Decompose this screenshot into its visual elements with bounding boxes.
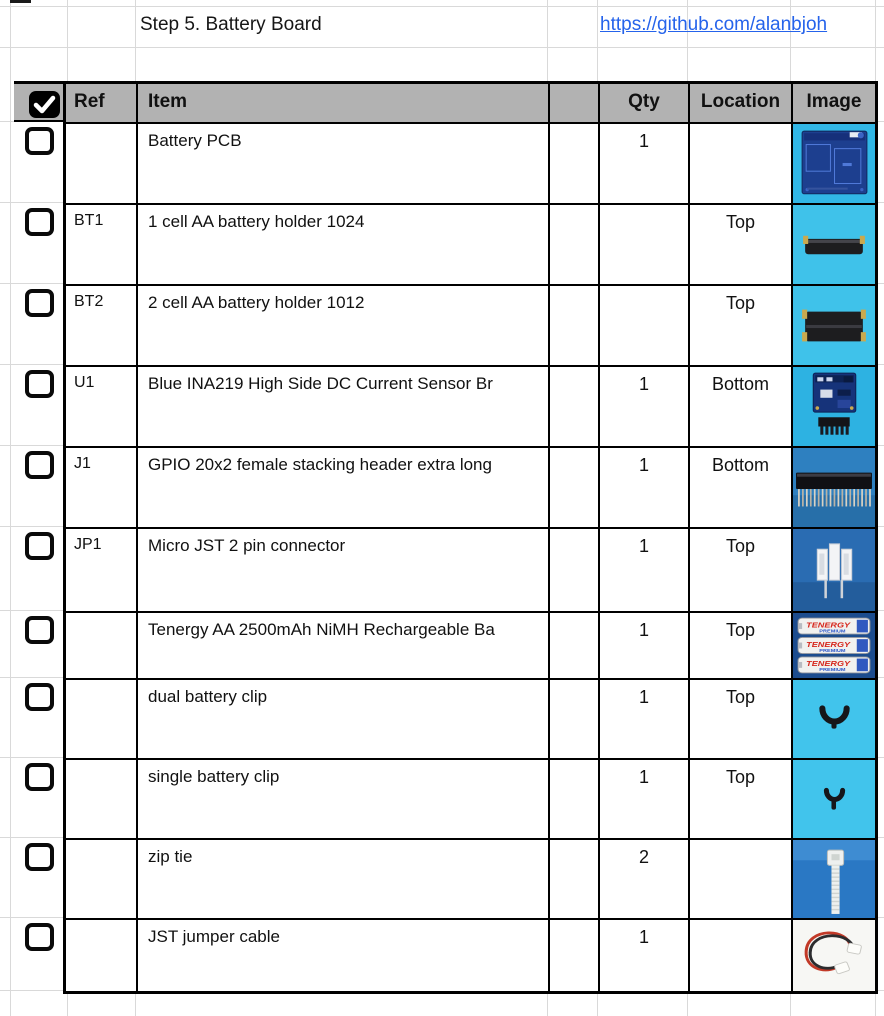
gridline xyxy=(878,990,884,991)
location-cell: Top xyxy=(688,203,791,284)
row-checkbox[interactable] xyxy=(25,683,54,711)
row-checkbox[interactable] xyxy=(25,532,54,560)
header-image: Image xyxy=(791,84,875,122)
image-cell xyxy=(791,122,875,203)
gridline xyxy=(0,677,63,678)
gridline xyxy=(878,757,884,758)
ref-cell xyxy=(66,758,136,838)
gridline xyxy=(878,364,884,365)
image-cell xyxy=(791,838,875,918)
blank-cell xyxy=(548,758,598,838)
row-checkbox[interactable] xyxy=(25,763,54,791)
ref-cell xyxy=(66,838,136,918)
blank-cell xyxy=(548,527,598,611)
ref-cell: J1 xyxy=(66,446,136,527)
row-checkbox[interactable] xyxy=(25,208,54,236)
header-location: Location xyxy=(688,84,791,122)
dual-battery-clip-image xyxy=(793,680,875,758)
qty-cell: 1 xyxy=(598,918,688,991)
svg-text:PREMIUM: PREMIUM xyxy=(819,667,846,674)
row-checkbox[interactable] xyxy=(25,289,54,317)
tenergy-batteries-image xyxy=(793,613,875,678)
ref-cell xyxy=(66,122,136,203)
gridline xyxy=(878,526,884,527)
header-qty: Qty xyxy=(598,84,688,122)
page-title: Step 5. Battery Board xyxy=(140,14,322,35)
gridline xyxy=(0,837,63,838)
gridline xyxy=(878,445,884,446)
gridline xyxy=(687,994,688,1016)
qty-cell: 1 xyxy=(598,678,688,758)
location-cell: Top xyxy=(688,758,791,838)
location-cell: Bottom xyxy=(688,365,791,446)
battery-pcb-image xyxy=(793,124,875,203)
gridline xyxy=(135,994,136,1016)
ina219-module-image xyxy=(793,367,875,446)
item-cell: zip tie xyxy=(136,838,548,918)
blank-cell xyxy=(548,611,598,678)
gridline xyxy=(0,990,63,991)
github-link[interactable]: https://github.com/alanbjoh xyxy=(600,14,828,35)
ref-cell xyxy=(66,678,136,758)
row-checkbox[interactable] xyxy=(25,127,54,155)
blank-cell xyxy=(548,918,598,991)
blank-cell xyxy=(548,838,598,918)
item-cell: JST jumper cable xyxy=(136,918,548,991)
svg-text:PREMIUM: PREMIUM xyxy=(819,628,846,635)
item-cell: 1 cell AA battery holder 1024 xyxy=(136,203,548,284)
qty-cell: 1 xyxy=(598,758,688,838)
row-checkbox[interactable] xyxy=(25,370,54,398)
header-item: Item xyxy=(136,84,548,122)
gridline xyxy=(878,610,884,611)
item-cell: Micro JST 2 pin connector xyxy=(136,527,548,611)
location-cell: Bottom xyxy=(688,446,791,527)
blank-cell xyxy=(548,203,598,284)
gridline xyxy=(878,917,884,918)
qty-cell xyxy=(598,203,688,284)
single-battery-clip-image xyxy=(793,760,875,838)
svg-text:TENERGY: TENERGY xyxy=(806,620,851,630)
location-cell: Top xyxy=(688,611,791,678)
micro-jst-image xyxy=(793,529,875,611)
location-cell: Top xyxy=(688,678,791,758)
row-checkbox[interactable] xyxy=(25,923,54,951)
gridline xyxy=(878,283,884,284)
select-all-checkbox[interactable] xyxy=(29,91,60,118)
item-cell: Blue INA219 High Side DC Current Sensor Br xyxy=(136,365,548,446)
parts-table xyxy=(63,81,878,994)
ref-cell: JP1 xyxy=(66,527,136,611)
blank-cell xyxy=(548,365,598,446)
svg-text:TENERGY: TENERGY xyxy=(806,639,851,649)
gridline xyxy=(67,0,68,81)
battery-holder-double-image xyxy=(793,286,875,365)
image-cell xyxy=(791,284,875,365)
ref-cell xyxy=(66,918,136,991)
blank-cell xyxy=(548,122,598,203)
check-icon xyxy=(29,91,60,118)
qty-cell: 1 xyxy=(598,527,688,611)
item-cell: dual battery clip xyxy=(136,678,548,758)
top-edge-mark xyxy=(10,0,31,3)
ref-cell: U1 xyxy=(66,365,136,446)
location-cell: Top xyxy=(688,527,791,611)
blank-cell xyxy=(548,446,598,527)
item-cell: single battery clip xyxy=(136,758,548,838)
header-ref: Ref xyxy=(66,84,136,122)
location-cell: Top xyxy=(688,284,791,365)
blank-cell xyxy=(548,284,598,365)
image-cell xyxy=(791,611,875,678)
row-checkbox[interactable] xyxy=(25,616,54,644)
gridline xyxy=(135,0,136,81)
qty-cell: 1 xyxy=(598,365,688,446)
blank-cell xyxy=(548,678,598,758)
qty-cell: 1 xyxy=(598,446,688,527)
svg-text:TENERGY: TENERGY xyxy=(806,658,851,668)
gridline xyxy=(547,0,548,81)
gridline xyxy=(597,0,598,81)
stacking-header-image xyxy=(793,448,875,527)
location-cell xyxy=(688,918,791,991)
gridline xyxy=(0,202,63,203)
svg-text:PREMIUM: PREMIUM xyxy=(819,648,846,654)
gridline xyxy=(0,757,63,758)
image-cell xyxy=(791,446,875,527)
gridline xyxy=(0,445,63,446)
gridline xyxy=(0,526,63,527)
gridline xyxy=(878,677,884,678)
gridline xyxy=(0,917,63,918)
qty-cell: 2 xyxy=(598,838,688,918)
gridline xyxy=(10,0,11,1016)
gridline xyxy=(878,837,884,838)
item-cell: 2 cell AA battery holder 1012 xyxy=(136,284,548,365)
gridline xyxy=(878,121,884,122)
gridline xyxy=(875,994,876,1016)
image-cell xyxy=(791,678,875,758)
image-cell xyxy=(791,918,875,991)
zip-tie-image xyxy=(793,840,875,918)
header-blank xyxy=(548,84,598,122)
gridline xyxy=(0,283,63,284)
gridline xyxy=(878,202,884,203)
gridline xyxy=(0,364,63,365)
checkbox-column-header xyxy=(14,81,63,122)
image-cell xyxy=(791,758,875,838)
gridline xyxy=(67,994,68,1016)
ref-cell: BT2 xyxy=(66,284,136,365)
row-checkbox[interactable] xyxy=(25,843,54,871)
row-checkbox[interactable] xyxy=(25,451,54,479)
ref-cell xyxy=(66,611,136,678)
qty-cell: 1 xyxy=(598,122,688,203)
item-cell: Tenergy AA 2500mAh NiMH Rechargeable Ba xyxy=(136,611,548,678)
ref-cell: BT1 xyxy=(66,203,136,284)
gridline xyxy=(790,994,791,1016)
gridline xyxy=(547,994,548,1016)
qty-cell: 1 xyxy=(598,611,688,678)
item-cell: GPIO 20x2 female stacking header extra long xyxy=(136,446,548,527)
location-cell xyxy=(688,122,791,203)
image-cell xyxy=(791,527,875,611)
gridline xyxy=(0,6,884,7)
image-cell xyxy=(791,365,875,446)
gridline xyxy=(597,994,598,1016)
location-cell xyxy=(688,838,791,918)
gridline xyxy=(0,47,884,48)
item-cell: Battery PCB xyxy=(136,122,548,203)
gridline xyxy=(0,610,63,611)
image-cell xyxy=(791,203,875,284)
jst-jumper-cable-image xyxy=(793,920,875,991)
qty-cell xyxy=(598,284,688,365)
battery-holder-single-image xyxy=(793,205,875,284)
